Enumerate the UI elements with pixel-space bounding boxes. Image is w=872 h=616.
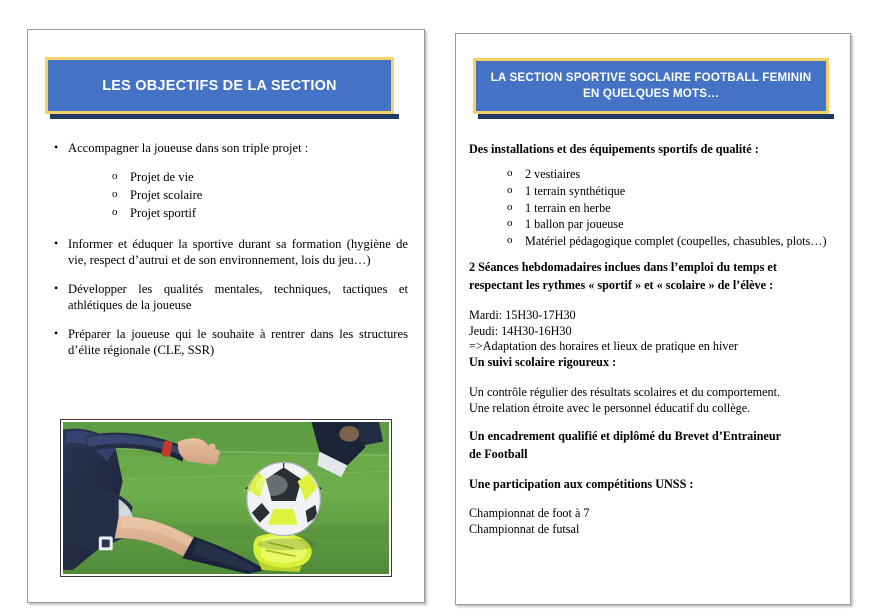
bullet-marker-icon: • <box>54 326 59 341</box>
slide-right-title <box>473 58 829 114</box>
list-item <box>507 183 839 200</box>
list-item-label: 1 terrain en herbe <box>525 200 611 215</box>
slide-left-sublist <box>50 169 408 223</box>
slide-right-title-line-1: LA SECTION SPORTIVE SOCLAIRE FOOTBALL FEMININ <box>490 71 812 85</box>
schedule-line-winter-note: =>Adaptation des horaires et lieux de pratique en hiver <box>469 339 738 354</box>
bullet-marker-icon: • <box>54 140 59 154</box>
schedule-line-jeudi: Jeudi: 14H30-16H30 <box>469 323 572 338</box>
list-item <box>507 216 839 233</box>
banner-shadow <box>50 114 399 119</box>
circle-bullet-icon: o <box>112 170 118 183</box>
bullet-item <box>50 326 408 358</box>
bullet-marker-icon: • <box>54 280 59 295</box>
bullet-label: Préparer la joueuse qui le souhaite à rentrer dans les structures d’élite régionale (CLE, SSR) <box>68 327 408 358</box>
list-item-label: Projet scolaire <box>130 187 203 202</box>
bullet-label: Accompagner la joueuse dans son triple projet : <box>68 141 309 155</box>
list-item-label: 2 vestiaires <box>525 166 581 181</box>
list-item <box>507 233 839 250</box>
academic-line-2: Une relation étroite avec le personnel éducatif du collège. <box>469 401 751 416</box>
bullet-marker-icon: • <box>54 235 59 250</box>
slide-section-presentation[interactable] <box>455 33 851 605</box>
list-item-label: Projet sportif <box>130 205 197 220</box>
bullet-label: Développer les qualités mentales, techniques, tactiques et athlétiques de la joueuse <box>68 281 408 313</box>
schedule-line-mardi: Mardi: 15H30-17H30 <box>469 307 576 322</box>
football-player-juggling-ball-photo <box>63 422 389 574</box>
banner-shadow <box>478 114 834 119</box>
list-item-label: Projet de vie <box>130 170 194 185</box>
slide-right-title-line-2: EN QUELQUES MOTS… <box>582 87 720 100</box>
list-item <box>507 166 839 183</box>
slide-left-title: LES OBJECTIFS DE LA SECTION <box>45 57 394 114</box>
bullet-item <box>50 236 408 268</box>
circle-bullet-icon: o <box>507 183 513 196</box>
football-photo-frame <box>60 419 392 577</box>
staff-heading-line-1: Un encadrement qualifié et diplômé du Brevet d’Entraineur <box>469 428 782 443</box>
schedule-heading-line-1: 2 Séances hebdomadaires inclues dans l’emploi du temps et <box>469 260 777 274</box>
facilities-list <box>469 166 839 250</box>
competition-line-2: Championnat de futsal <box>469 522 580 537</box>
bullet-item <box>50 140 408 156</box>
spacer <box>469 465 839 477</box>
list-item <box>507 200 839 217</box>
facilities-heading: Des installations et des équipements sportifs de qualité : <box>469 142 759 156</box>
list-item-label: 1 ballon par joueuse <box>525 217 624 232</box>
list-item <box>112 205 408 223</box>
list-item-label: 1 terrain synthétique <box>525 183 626 198</box>
list-item-label: Matériel pédagogique complet (coupelles, chasubles, plots…) <box>525 234 827 249</box>
circle-bullet-icon: o <box>507 166 513 179</box>
list-item <box>112 169 408 187</box>
slide-objectifs[interactable] <box>27 29 425 603</box>
slide-right-body <box>469 142 839 538</box>
spacer <box>469 373 839 385</box>
schedule-heading-line-2: respectant les rythmes « sportif » et « scolaire » de l’élève : <box>469 277 774 292</box>
circle-bullet-icon: o <box>507 200 513 213</box>
competitions-heading: Une participation aux compétitions UNSS : <box>469 476 694 491</box>
circle-bullet-icon: o <box>112 205 118 218</box>
circle-bullet-icon: o <box>507 234 513 247</box>
slide-left-body <box>50 140 408 371</box>
bullet-label: Informer et éduquer la sportive durant sa formation (hygiène de vie, respect d’autrui et de son environnement, lois du jeu…) <box>68 236 408 267</box>
staff-heading-line-2: de Football <box>469 446 528 461</box>
list-item <box>112 187 408 205</box>
bullet-item <box>50 281 408 313</box>
academic-heading: Un suivi scolaire rigoureux : <box>469 355 617 370</box>
competition-line-1: Championnat de foot à 7 <box>469 506 590 521</box>
slide-right-title-banner-wrap <box>473 58 829 114</box>
spacer <box>469 417 839 429</box>
slide-left-title-banner-wrap <box>45 57 394 114</box>
circle-bullet-icon: o <box>112 187 118 200</box>
spacer <box>469 494 839 506</box>
academic-line-1: Un contrôle régulier des résultats scolaires et du comportement. <box>469 385 781 400</box>
circle-bullet-icon: o <box>507 217 513 230</box>
spacer <box>469 296 839 308</box>
